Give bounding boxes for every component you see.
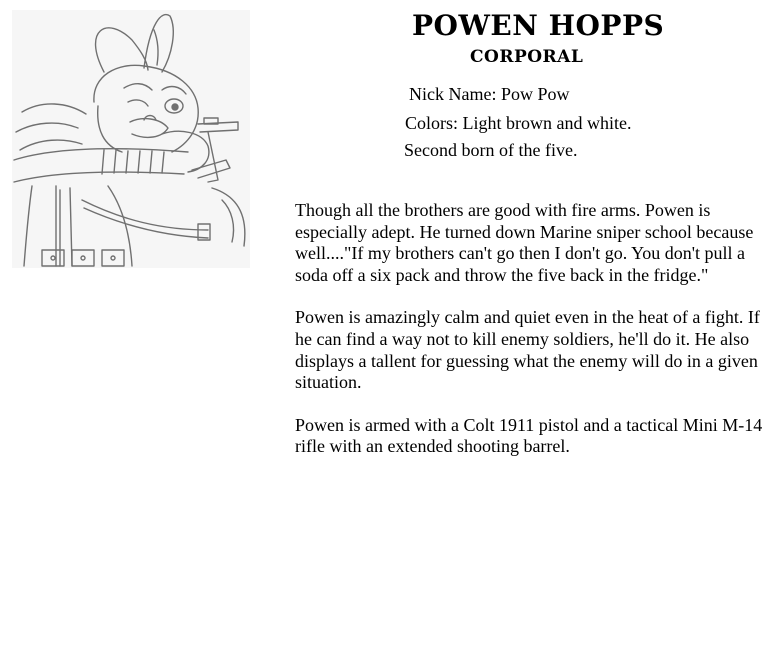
character-rank: CORPORAL <box>470 47 584 67</box>
nickname-line: Nick Name: Pow Pow <box>409 84 570 104</box>
character-name: POWEN HOPPS <box>412 9 665 42</box>
character-portrait <box>12 10 250 268</box>
colors-line: Colors: Light brown and white. <box>405 113 632 133</box>
bio-paragraph-2: Powen is amazingly calm and quiet even in the heat of a fight. If he can find a way not to kill enemy soldiers, he'll do it. He also displays a tallent for guessing what the enemy will do in a given situation. <box>295 307 760 393</box>
rabbit-sniper-sketch-icon <box>12 10 250 268</box>
bio-paragraph-1: Though all the brothers are good with fire arms. Powen is especially adept. He turned down Marine sniper school because well...."If my brothers can't go then I don't go. You don't pull a soda off a six pack and throw the five back in the fridge." <box>295 200 754 285</box>
birth-order-line: Second born of the five. <box>404 140 578 160</box>
bio-paragraph-3: Powen is armed with a Colt 1911 pistol and a tactical Mini M-14 rifle with an extended shooting barrel. <box>295 414 763 457</box>
character-bio <box>295 200 765 479</box>
